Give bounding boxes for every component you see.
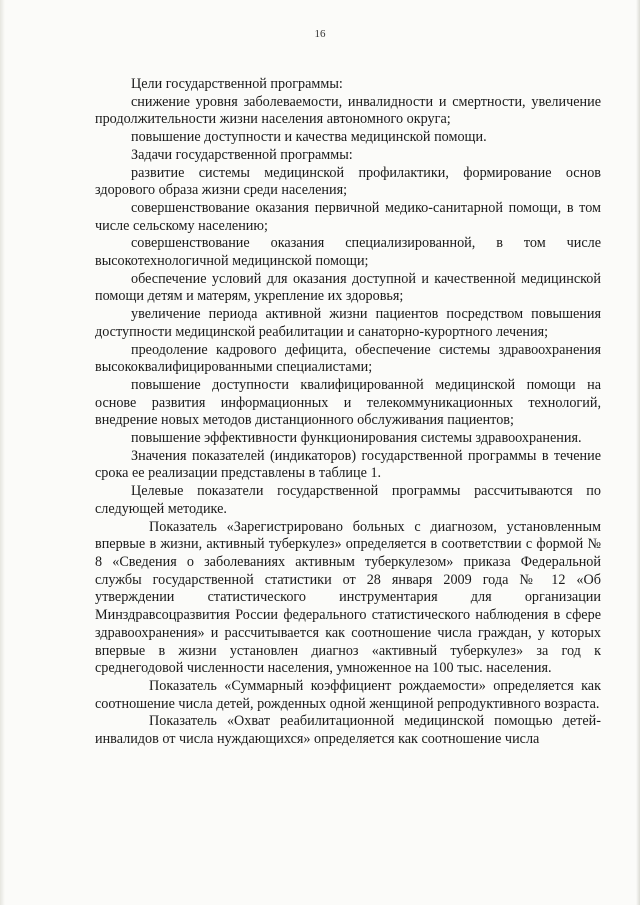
paragraph: Показатель «Зарегистрировано больных с диагнозом, установленным впервые в жизни, активный туберкулез» определяется в соответствии с формой № 8 «Сведения о заболеваниях активным туберкулезом» приказа Федеральной службы государственной статистики от 28 января 2009 года № 12 «Об утверждении статистического инструментария для организации Минздравсоцразвития России федерального статистического наблюдения в сфере здравоохранения» и рассчитывается как соотношение числа граждан, у которых впервые в жизни установлен диагноз «активный туберкулез» за год к среднегодовой численности населения, умноженное на 100 тыс. населения.: [95, 518, 601, 677]
paragraph: совершенствование оказания специализированной, в том числе высокотехнологичной медицинской помощи;: [95, 235, 601, 270]
scan-edge-left: [0, 0, 5, 905]
paragraph: повышение эффективности функционирования системы здравоохранения.: [131, 430, 582, 447]
paragraph: Показатель «Суммарный коэффициент рождаемости» определяется как соотношение числа детей, рожденных одной женщиной репродуктивного возраста.: [95, 677, 601, 712]
page-number: 16: [314, 28, 326, 40]
scan-edge-right: [636, 0, 640, 905]
paragraph: Значения показателей (индикаторов) государственной программы в течение срока ее реализации представлены в таблице 1.: [95, 447, 601, 482]
paragraph: Целевые показатели государственной программы рассчитываются по следующей методике.: [95, 483, 601, 517]
paragraph: снижение уровня заболеваемости, инвалидности и смертности, увеличение продолжительности жизни населения автономного округа;: [95, 93, 601, 128]
paragraph: преодоление кадрового дефицита, обеспечение системы здравоохранения высококвалифицированными специалистами;: [95, 341, 601, 376]
paragraph: Цели государственной программы:: [131, 76, 343, 92]
paragraph: повышение доступности и качества медицинской помощи.: [131, 129, 487, 146]
body-text: [95, 76, 601, 749]
paragraph: совершенствование оказания первичной медико-санитарной помощи, в том числе сельскому населению;: [95, 199, 601, 234]
paragraph: увеличение периода активной жизни пациентов посредством повышения доступности медицинской реабилитации и санаторно-курортного лечения;: [95, 306, 601, 340]
paragraph: Задачи государственной программы:: [131, 146, 353, 163]
paragraph: развитие системы медицинской профилактики, формирование основ здорового образа жизни среди населения;: [95, 164, 601, 199]
paragraph: Показатель «Охват реабилитационной медицинской помощью детей-инвалидов от числа нуждающихся» определяется как соотношение числа: [95, 713, 601, 748]
paragraph: повышение доступности квалифицированной медицинской помощи на основе развития информационных и телекоммуникационных технологий, внедрение новых методов дистанционного обслуживания пациентов;: [95, 376, 601, 429]
paragraph: обеспечение условий для оказания доступной и качественной медицинской помощи детям и матерям, укрепление их здоровья;: [95, 270, 601, 305]
